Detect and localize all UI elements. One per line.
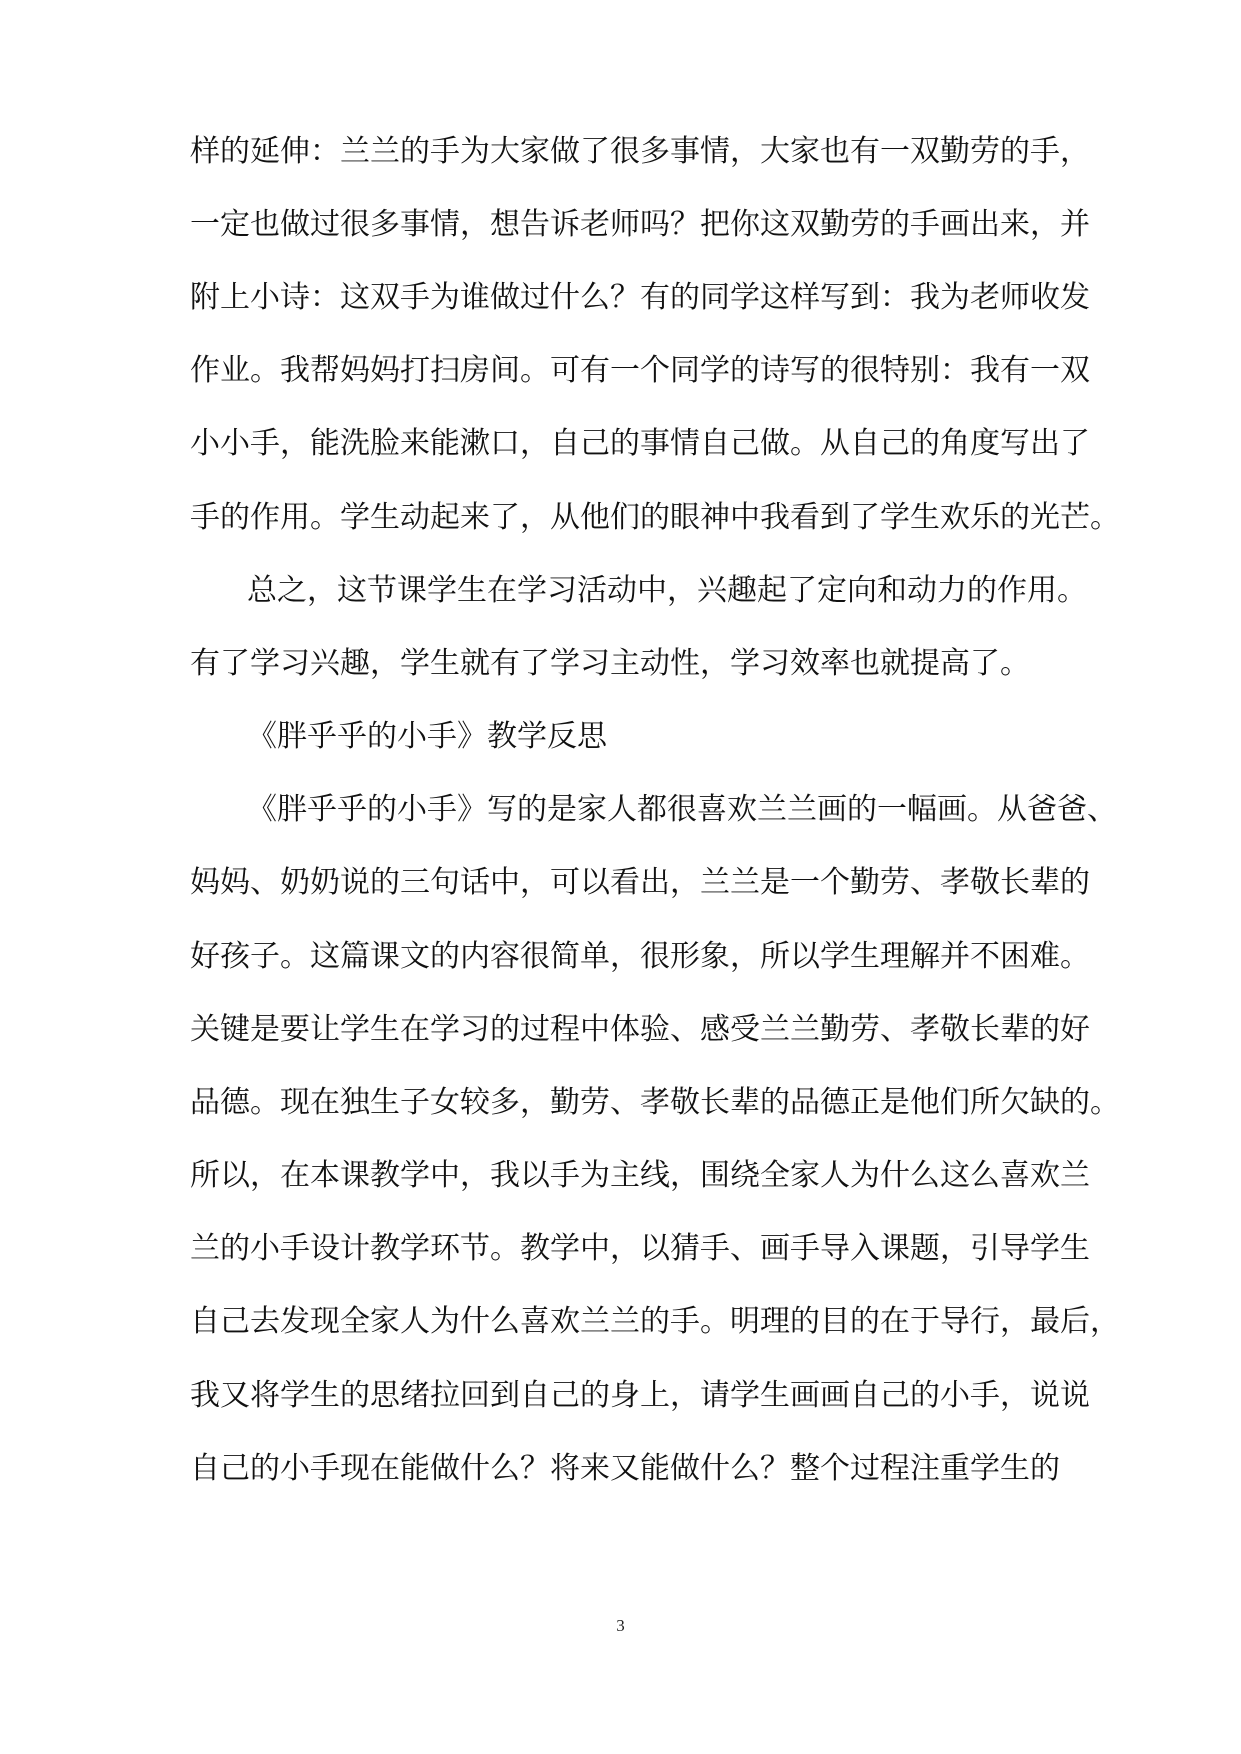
text-line: 有了学习兴趣，学生就有了学习主动性，学习效率也就提高了。 — [190, 646, 1030, 681]
text-line: 手的作用。学生动起来了，从他们的眼神中我看到了学生欢乐的光芒。 — [190, 500, 1120, 535]
text-line: 样的延伸：兰兰的手为大家做了很多事情，大家也有一双勤劳的手， — [190, 134, 1090, 169]
text-line: 一定也做过很多事情，想告诉老师吗？把你这双勤劳的手画出来，并 — [190, 207, 1090, 242]
text-line: 品德。现在独生子女较多，勤劳、孝敬长辈的品德正是他们所欠缺的。 — [190, 1085, 1120, 1120]
text-line: 我又将学生的思绪拉回到自己的身上，请学生画画自己的小手，说说 — [190, 1378, 1090, 1413]
text-line: 关键是要让学生在学习的过程中体验、感受兰兰勤劳、孝敬长辈的好 — [190, 1012, 1090, 1047]
text-line: 所以，在本课教学中，我以手为主线，围绕全家人为什么这么喜欢兰 — [190, 1158, 1090, 1193]
text-line: 自己去发现全家人为什么喜欢兰兰的手。明理的目的在于导行，最后， — [190, 1304, 1120, 1339]
section-heading: 《胖乎乎的小手》教学反思 — [247, 719, 607, 754]
text-line: 附上小诗：这双手为谁做过什么？有的同学这样写到：我为老师收发 — [190, 280, 1090, 315]
text-line: 兰的小手设计教学环节。教学中，以猜手、画手导入课题，引导学生 — [190, 1231, 1090, 1266]
text-line: 小小手，能洗脸来能漱口，自己的事情自己做。从自己的角度写出了 — [190, 426, 1090, 461]
text-line: 作业。我帮妈妈打扫房间。可有一个同学的诗写的很特别：我有一双 — [190, 353, 1090, 388]
page-number: 3 — [616, 1616, 625, 1635]
text-line: 自己的小手现在能做什么？将来又能做什么？整个过程注重学生的 — [190, 1451, 1060, 1486]
paragraph-first-line: 总之，这节课学生在学习活动中，兴趣起了定向和动力的作用。 — [247, 573, 1087, 608]
text-line: 好孩子。这篇课文的内容很简单，很形象，所以学生理解并不困难。 — [190, 939, 1090, 974]
paragraph-first-line: 《胖乎乎的小手》写的是家人都很喜欢兰兰画的一幅画。从爸爸、 — [247, 792, 1117, 827]
text-line: 妈妈、奶奶说的三句话中，可以看出，兰兰是一个勤劳、孝敬长辈的 — [190, 865, 1090, 900]
